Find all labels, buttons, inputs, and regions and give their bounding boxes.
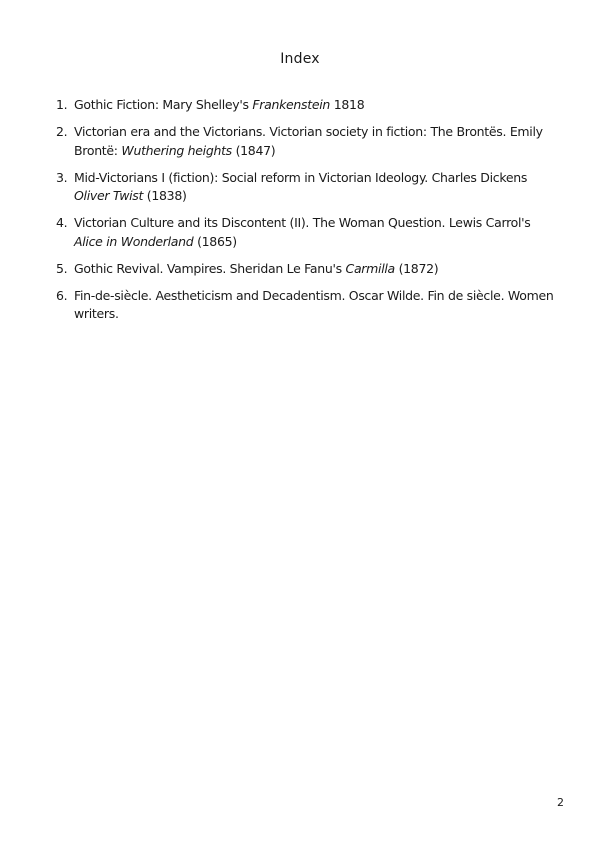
item-number: 4. xyxy=(56,215,68,230)
item-text: Fin-de-siècle. Aestheticism and Decadentism. Oscar Wilde. Fin de siècle. Women writers. xyxy=(74,287,554,321)
index-item-1 xyxy=(56,96,556,115)
item-number: 3. xyxy=(56,169,68,185)
item-number: 6. xyxy=(56,287,68,303)
item-date: (1838) xyxy=(143,188,187,203)
index-item-5 xyxy=(56,260,556,279)
item-work-title: Frankenstein xyxy=(252,97,331,112)
item-text: Victorian Culture and its Discontent (II). The Woman Question. Lewis Carrol's xyxy=(74,215,531,230)
index-list xyxy=(56,96,556,332)
page-title: Index xyxy=(280,51,320,67)
index-item-3 xyxy=(56,169,556,206)
item-text: Victorian era and the Victorians. Victorian society in fiction: The Brontës. Emily Brontë: xyxy=(74,124,543,158)
item-number: 1. xyxy=(56,97,68,112)
index-item-4 xyxy=(56,214,556,251)
index-item-6 xyxy=(56,287,556,324)
item-number: 5. xyxy=(56,260,68,276)
item-number: 2. xyxy=(56,124,68,139)
item-date: (1847) xyxy=(231,142,276,158)
item-work-title: Carmilla xyxy=(345,260,395,276)
item-date: (1865) xyxy=(193,233,237,249)
item-text: Gothic Fiction: Mary Shelley's xyxy=(74,97,253,112)
index-item-2 xyxy=(56,123,556,160)
item-date: 1818 xyxy=(330,97,365,112)
item-text: Mid-Victorians I (fiction): Social reform in Victorian Ideology. Charles Dickens xyxy=(74,169,528,185)
page-number: 2 xyxy=(557,796,564,809)
item-text: Gothic Revival. Vampires. Sheridan Le Fanu's xyxy=(74,260,346,276)
item-date: (1872) xyxy=(394,260,439,276)
item-work-title: Oliver Twist xyxy=(74,188,144,203)
item-work-title: Alice in Wonderland xyxy=(74,233,194,249)
item-work-title: Wuthering heights xyxy=(121,142,232,158)
